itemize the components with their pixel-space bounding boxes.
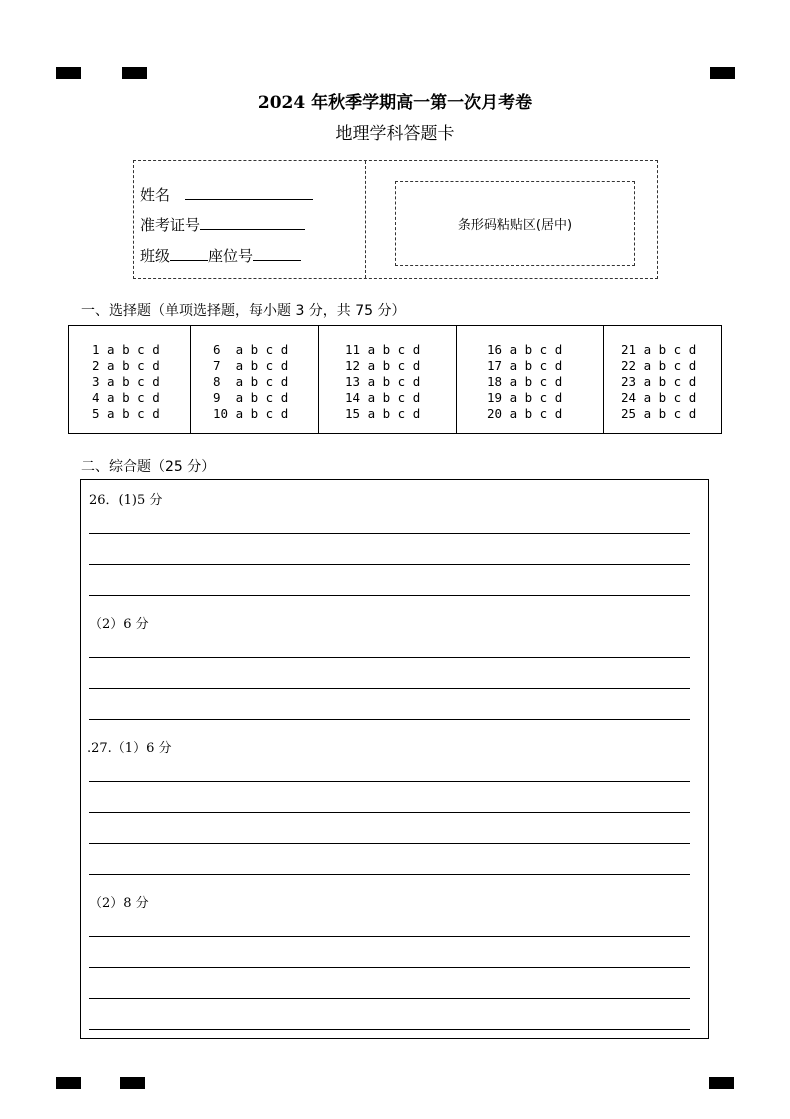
- writing-line[interactable]: [89, 688, 690, 689]
- writing-line[interactable]: [89, 595, 690, 596]
- class-seat-field[interactable]: [140, 245, 301, 266]
- choice-row[interactable]: 4 a b c d: [92, 390, 160, 405]
- choice-row[interactable]: 17 a b c d: [487, 358, 563, 373]
- question-label: 26．(1)5 分: [89, 493, 163, 508]
- exam-title: 2024 年秋季学期高一第一次月考卷: [257, 93, 533, 113]
- exam-subtitle: 地理学科答题卡: [335, 124, 455, 144]
- choice-row[interactable]: 23 a b c d: [621, 374, 697, 389]
- barcode-label: 条形码粘贴区(居中): [457, 218, 573, 233]
- class-blank[interactable]: [170, 246, 208, 261]
- barcode-area: [395, 181, 635, 266]
- question-label: .27.（1）6 分: [87, 741, 172, 756]
- registration-mark: [709, 1077, 734, 1089]
- class-label: 班级: [140, 247, 171, 265]
- registration-mark: [710, 67, 735, 79]
- choice-row[interactable]: 7 a b c d: [213, 358, 289, 373]
- writing-line[interactable]: [89, 533, 690, 534]
- section1-heading: 一、选择题（单项选择题，每小题 3 分，共 75 分）: [81, 303, 406, 319]
- exam-number-blank[interactable]: [200, 215, 305, 230]
- choice-row[interactable]: 2 a b c d: [92, 358, 160, 373]
- choice-column: [457, 326, 604, 433]
- writing-line[interactable]: [89, 936, 690, 937]
- registration-mark: [56, 1077, 81, 1089]
- writing-line[interactable]: [89, 719, 690, 720]
- answer-area: [80, 479, 709, 1039]
- choice-row[interactable]: 3 a b c d: [92, 374, 160, 389]
- exam-number-field[interactable]: [140, 214, 305, 235]
- choice-row[interactable]: 16 a b c d: [487, 342, 563, 357]
- info-divider: [365, 161, 366, 278]
- choice-row[interactable]: 13 a b c d: [345, 374, 421, 389]
- choice-column: [191, 326, 319, 433]
- choice-row[interactable]: 18 a b c d: [487, 374, 563, 389]
- choice-row[interactable]: 15 a b c d: [345, 406, 421, 421]
- seat-label: 座位号: [208, 247, 254, 265]
- choice-row[interactable]: 10 a b c d: [213, 406, 289, 421]
- section2-heading: 二、综合题（25 分）: [81, 459, 216, 475]
- writing-line[interactable]: [89, 998, 690, 999]
- writing-line[interactable]: [89, 812, 690, 813]
- choice-column: [319, 326, 457, 433]
- writing-line[interactable]: [89, 564, 690, 565]
- choice-answer-grid: [68, 325, 722, 434]
- choice-column: [69, 326, 191, 433]
- writing-line[interactable]: [89, 843, 690, 844]
- registration-mark: [120, 1077, 145, 1089]
- name-blank[interactable]: [185, 185, 313, 200]
- choice-row[interactable]: 20 a b c d: [487, 406, 563, 421]
- choice-row[interactable]: 11 a b c d: [345, 342, 421, 357]
- choice-row[interactable]: 1 a b c d: [92, 342, 160, 357]
- choice-row[interactable]: 14 a b c d: [345, 390, 421, 405]
- name-label: 姓名: [140, 186, 171, 204]
- seat-blank[interactable]: [253, 246, 301, 261]
- question-label: （2）6 分: [89, 617, 149, 632]
- choice-row[interactable]: 9 a b c d: [213, 390, 289, 405]
- choice-row[interactable]: 19 a b c d: [487, 390, 563, 405]
- writing-line[interactable]: [89, 1029, 690, 1030]
- writing-line[interactable]: [89, 874, 690, 875]
- writing-line[interactable]: [89, 967, 690, 968]
- choice-row[interactable]: 12 a b c d: [345, 358, 421, 373]
- choice-row[interactable]: 25 a b c d: [621, 406, 697, 421]
- choice-row[interactable]: 8 a b c d: [213, 374, 289, 389]
- exam-number-label: 准考证号: [140, 216, 201, 234]
- name-field[interactable]: [140, 184, 313, 205]
- choice-row[interactable]: 21 a b c d: [621, 342, 697, 357]
- writing-line[interactable]: [89, 781, 690, 782]
- student-info-box: [133, 160, 658, 279]
- choice-row[interactable]: 5 a b c d: [92, 406, 160, 421]
- registration-mark: [122, 67, 147, 79]
- question-label: （2）8 分: [89, 896, 149, 911]
- choice-row[interactable]: 24 a b c d: [621, 390, 697, 405]
- choice-row[interactable]: 22 a b c d: [621, 358, 697, 373]
- writing-line[interactable]: [89, 657, 690, 658]
- choice-row[interactable]: 6 a b c d: [213, 342, 289, 357]
- registration-mark: [56, 67, 81, 79]
- choice-column: [604, 326, 719, 433]
